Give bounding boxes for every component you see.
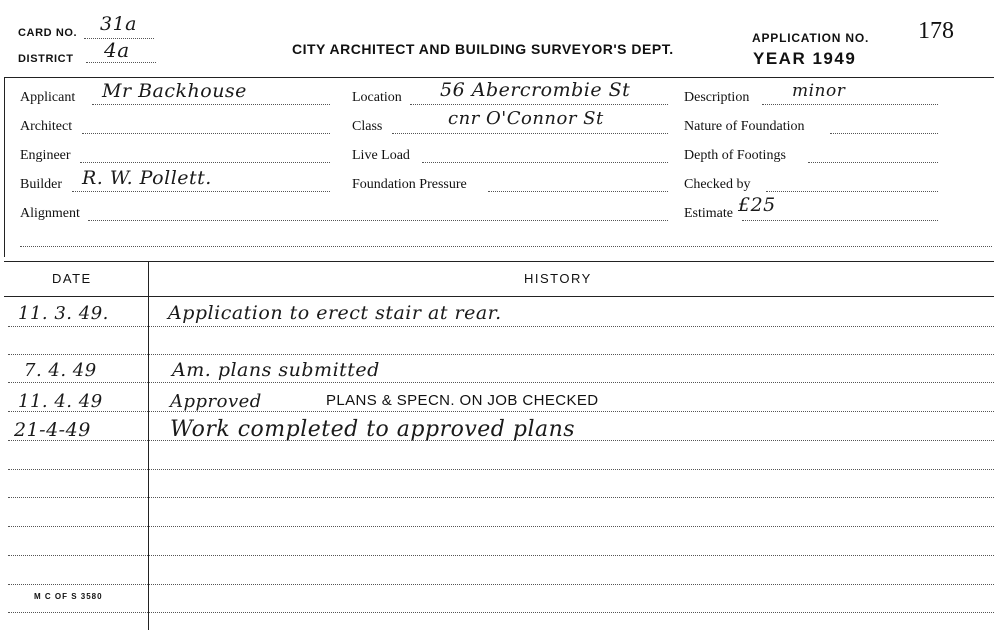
header-bottom-rule bbox=[4, 296, 994, 297]
alignment-line bbox=[88, 220, 668, 221]
history-header: HISTORY bbox=[524, 271, 592, 286]
architect-label: Architect bbox=[20, 119, 73, 134]
estimate-value: £25 bbox=[738, 194, 776, 216]
application-no-value: 178 bbox=[918, 18, 954, 44]
district-label: DISTRICT bbox=[18, 53, 74, 65]
builder-label: Builder bbox=[20, 177, 62, 192]
row-line bbox=[8, 555, 994, 556]
builder-value: R. W. Pollett. bbox=[82, 167, 212, 189]
history-date: 21-4-49 bbox=[14, 419, 91, 441]
nature-of-foundation-label: Nature of Foundation bbox=[684, 119, 805, 134]
depth-of-footings-line bbox=[808, 162, 938, 163]
history-entry: Work completed to approved plans bbox=[170, 417, 576, 442]
history-date: 7. 4. 49 bbox=[24, 360, 97, 381]
location-label: Location bbox=[352, 90, 402, 105]
history-entry: Am. plans submitted bbox=[172, 359, 380, 381]
history-date: 11. 4. 49 bbox=[18, 391, 103, 412]
row-line bbox=[8, 584, 994, 585]
row-line bbox=[8, 354, 994, 355]
row-line bbox=[8, 469, 994, 470]
history-date: 11. 3. 49. bbox=[18, 303, 109, 324]
class-value: cnr O'Connor St bbox=[448, 108, 604, 129]
department-title: CITY ARCHITECT AND BUILDING SURVEYOR'S DEPT. bbox=[292, 41, 674, 57]
card-no-value: 31a bbox=[100, 13, 138, 35]
fields-extra-line bbox=[20, 246, 992, 247]
engineer-label: Engineer bbox=[20, 148, 71, 163]
estimate-label: Estimate bbox=[684, 206, 733, 221]
year-label: YEAR 1949 bbox=[753, 49, 857, 68]
form-code: M C OF S 3580 bbox=[34, 592, 103, 601]
live-load-label: Live Load bbox=[352, 148, 410, 163]
estimate-line bbox=[742, 220, 938, 221]
history-typed-note: PLANS & SPECN. ON JOB CHECKED bbox=[326, 392, 599, 409]
row-line bbox=[8, 411, 994, 412]
foundation-pressure-line bbox=[488, 191, 668, 192]
depth-of-footings-label: Depth of Footings bbox=[684, 148, 786, 163]
description-value: minor bbox=[792, 81, 846, 101]
district-line bbox=[86, 62, 156, 63]
table-top-rule bbox=[4, 261, 994, 262]
architect-line bbox=[82, 133, 330, 134]
class-line bbox=[392, 133, 668, 134]
card-no-label: CARD NO. bbox=[18, 27, 78, 39]
engineer-line bbox=[80, 162, 330, 163]
row-line bbox=[8, 382, 994, 383]
date-header: DATE bbox=[52, 271, 92, 286]
applicant-value: Mr Backhouse bbox=[102, 80, 247, 102]
top-rule bbox=[4, 77, 994, 78]
row-line bbox=[8, 497, 994, 498]
checked-by-label: Checked by bbox=[684, 177, 751, 192]
checked-by-line bbox=[766, 191, 938, 192]
applicant-label: Applicant bbox=[20, 90, 76, 105]
applicant-line bbox=[92, 104, 330, 105]
class-label: Class bbox=[352, 119, 383, 134]
location-value: 56 Abercrombie St bbox=[440, 79, 631, 101]
foundation-pressure-label: Foundation Pressure bbox=[352, 177, 467, 192]
alignment-label: Alignment bbox=[20, 206, 80, 221]
application-no-label: APPLICATION NO. bbox=[752, 31, 870, 45]
date-column-divider bbox=[148, 261, 149, 630]
row-line bbox=[8, 526, 994, 527]
history-entry: Application to erect stair at rear. bbox=[168, 302, 502, 324]
nature-of-foundation-line bbox=[830, 133, 938, 134]
history-entry: Approved bbox=[170, 391, 262, 412]
location-line bbox=[410, 104, 668, 105]
builder-line bbox=[72, 191, 330, 192]
district-value: 4a bbox=[104, 38, 130, 62]
description-line bbox=[762, 104, 938, 105]
description-label: Description bbox=[684, 90, 750, 105]
row-line bbox=[8, 612, 994, 613]
left-border bbox=[4, 77, 5, 257]
live-load-line bbox=[422, 162, 668, 163]
row-line bbox=[8, 326, 994, 327]
